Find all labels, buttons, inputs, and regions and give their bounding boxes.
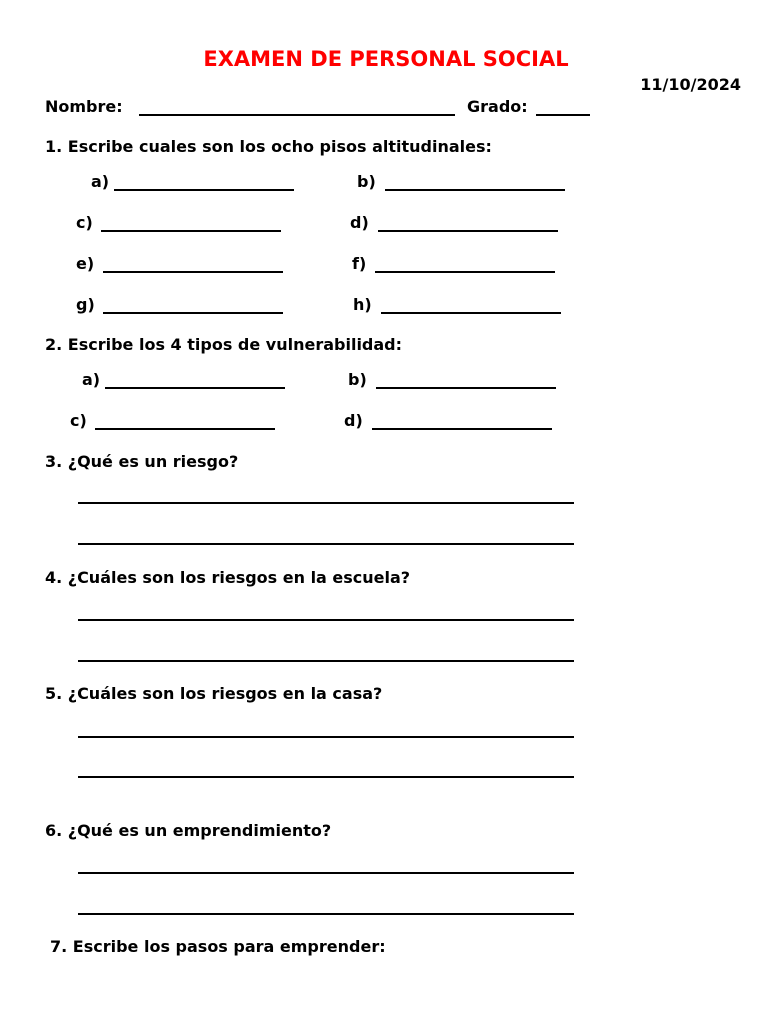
q2-option-c-blank[interactable] — [95, 428, 275, 430]
q1-option-b-label: b) — [357, 172, 376, 191]
q2-option-c-label: c) — [70, 411, 87, 430]
q1-option-f-blank[interactable] — [375, 271, 555, 273]
question-3: 3. ¿Qué es un riesgo? — [45, 452, 239, 471]
exam-date: 11/10/2024 — [640, 75, 741, 94]
question-1: 1. Escribe cuales son los ocho pisos altitudinales: — [45, 137, 492, 156]
q1-option-d-blank[interactable] — [378, 230, 558, 232]
q1-option-e-blank[interactable] — [103, 271, 283, 273]
q2-option-b-label: b) — [348, 370, 367, 389]
q6-answer-line-1[interactable] — [78, 872, 574, 874]
q2-option-a-blank[interactable] — [105, 387, 285, 389]
q5-answer-line-1[interactable] — [78, 736, 574, 738]
grade-label: Grado: — [467, 97, 528, 116]
q5-answer-line-2[interactable] — [78, 776, 574, 778]
q6-answer-line-2[interactable] — [78, 913, 574, 915]
q2-option-d-blank[interactable] — [372, 428, 552, 430]
question-4: 4. ¿Cuáles son los riesgos en la escuela? — [45, 568, 411, 587]
q1-option-h-blank[interactable] — [381, 312, 561, 314]
grade-blank[interactable] — [536, 114, 590, 116]
q1-option-a-label: a) — [91, 172, 110, 191]
q2-option-d-label: d) — [344, 411, 363, 430]
name-blank[interactable] — [139, 114, 455, 116]
q1-option-b-blank[interactable] — [385, 189, 565, 191]
q2-option-a-label: a) — [82, 370, 101, 389]
q1-option-g-label: g) — [76, 295, 95, 314]
q3-answer-line-2[interactable] — [78, 543, 574, 545]
name-label: Nombre: — [45, 97, 123, 116]
q4-answer-line-2[interactable] — [78, 660, 574, 662]
q3-answer-line-1[interactable] — [78, 502, 574, 504]
q1-option-f-label: f) — [352, 254, 367, 273]
question-7: 7. Escribe los pasos para emprender: — [50, 937, 386, 956]
q1-option-g-blank[interactable] — [103, 312, 283, 314]
q1-option-a-blank[interactable] — [114, 189, 294, 191]
q4-answer-line-1[interactable] — [78, 619, 574, 621]
question-2: 2. Escribe los 4 tipos de vulnerabilidad: — [45, 335, 403, 354]
q2-option-b-blank[interactable] — [376, 387, 556, 389]
exam-title: EXAMEN DE PERSONAL SOCIAL — [203, 47, 569, 71]
q1-option-d-label: d) — [350, 213, 369, 232]
q1-option-e-label: e) — [76, 254, 95, 273]
question-5: 5. ¿Cuáles son los riesgos en la casa? — [45, 684, 383, 703]
q1-option-h-label: h) — [353, 295, 372, 314]
q1-option-c-blank[interactable] — [101, 230, 281, 232]
question-6: 6. ¿Qué es un emprendimiento? — [45, 821, 332, 840]
q1-option-c-label: c) — [76, 213, 93, 232]
